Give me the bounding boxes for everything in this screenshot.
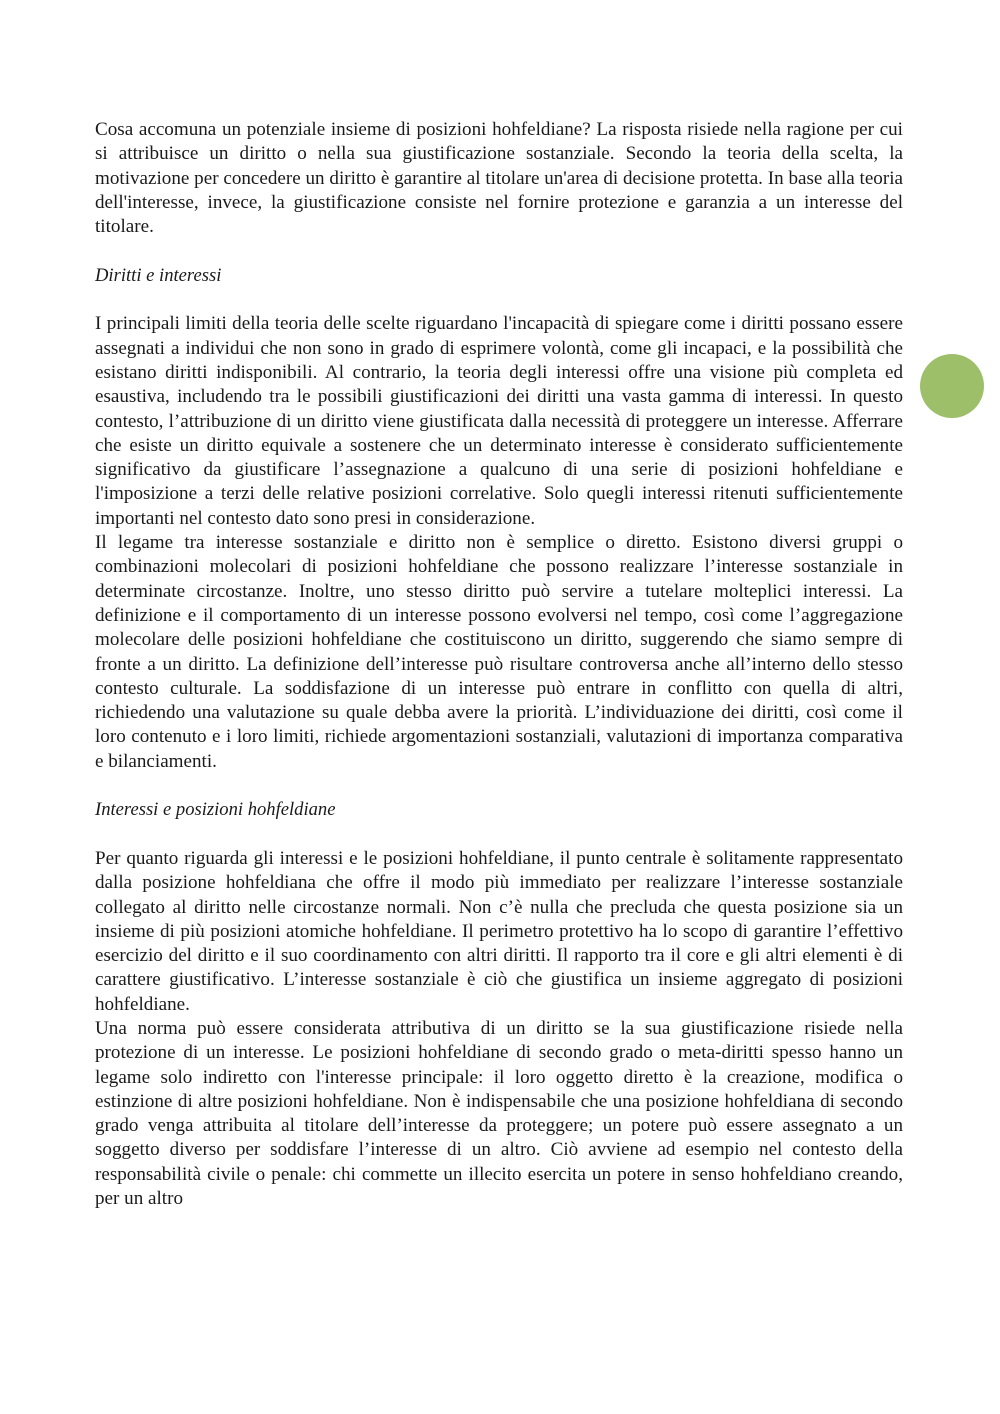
green-circle-marker — [920, 354, 984, 418]
section-heading-interessi-e-posizioni: Interessi e posizioni hohfeldiane — [95, 799, 336, 821]
document-page — [95, 118, 903, 1211]
paragraph: Una norma può essere considerata attributiva di un diritto se la sua giustificazione risiede nella protezione di un interesse. Le posizioni hohfeldiane di secondo grado o meta-diritti spesso hanno un legame solo indiretto con l'interesse principale: il loro oggetto diretto è la creazione, modifica o estinzione di altre posizioni hohfeldiane. Non è indispensabile che una posizione hohfeldiana di secondo grado venga attribuita al titolare dell’interesse da proteggere; un potere può essere assegnato a un soggetto diverso per soddisfare l’interesse di un altro. Ciò avviene ad esempio nel contesto della responsabilità civile o penale: chi commette un illecito esercita un potere in senso hohfeldiano creando, per un altro — [95, 1017, 903, 1210]
paragraph: I principali limiti della teoria delle scelte riguardano l'incapacità di spiegare come i diritti possano essere assegnati a individui che non sono in grado di esprimere volontà, come gli incapaci, e la possibilità che esistano diritti indisponibili. Al contrario, la teoria degli interessi offre una visione più completa ed esaustiva, includendo tra le possibili giustificazioni dei diritti una vasta gamma di interessi. In questo contesto, l’attribuzione di un diritto viene giustificata dalla necessità di proteggere un interesse. Afferrare che esiste un diritto equivale a sostenere che un determinato interesse è considerato sufficientemente significativo da giustificare l’assegnazione a qualcuno di una serie di posizioni hohfeldiane e l'imposizione a terzi delle relative posizioni correlative. Solo quegli interessi ritenuti sufficientemente importanti nel contesto dato sono presi in considerazione. — [95, 313, 903, 529]
spacer — [95, 823, 903, 847]
spacer — [95, 288, 903, 312]
intro-paragraph: Cosa accomuna un potenziale insieme di posizioni hohfeldiane? La risposta risiede nella ragione per cui si attribuisce un diritto o nella sua giustificazione sostanziale. Secondo la teoria della scelta, la motivazione per concedere un diritto è garantire al titolare un'area di decisione protetta. In base alla teoria dell'interesse, invece, la giustificazione consiste nel fornire protezione e garanzia a un interesse del titolare. — [95, 119, 903, 238]
paragraph: Per quanto riguarda gli interessi e le posizioni hohfeldiane, il punto centrale è solitamente rappresentato dalla posizione hohfeldiana che offre il modo più immediato per realizzare l’interesse sostanziale collegato al diritto nelle circostanze normali. Non c’è nulla che precluda che questa posizione sia un insieme di più posizioni atomiche hohfeldiane. Il perimetro protettivo ha lo scopo di garantire l’effettivo esercizio del diritto e il suo coordinamento con altri diritti. Il rapporto tra il core e gli altri elementi è di carattere giustificativo. L’interesse sostanziale è ciò che giustifica un insieme aggregato di posizioni hohfeldiane. — [95, 847, 903, 1015]
section-heading-diritti-e-interessi: Diritti e interessi — [95, 264, 222, 286]
spacer — [95, 774, 903, 798]
spacer — [95, 239, 903, 263]
paragraph: Il legame tra interesse sostanziale e diritto non è semplice o diretto. Esistono diversi gruppi o combinazioni molecolari di posizioni hohfeldiane che possono realizzare l’interesse sostanziale in determinate circostanze. Inoltre, uno stesso diritto può servire a tutelare molteplici interessi. La definizione e il comportamento di un interesse possono evolversi nel tempo, così come l’aggregazione molecolare delle posizioni hohfeldiane che costituiscono un diritto, suggerendo che siamo sempre di fronte a un diritto. La definizione dell’interesse può risultare controversa anche all’interno dello stesso contesto culturale. La soddisfazione di un interesse può entrare in conflitto con quella di altri, richiedendo una valutazione su quale debba avere la priorità. L’individuazione dei diritti, così come il loro contenuto e i loro limiti, richiede argomentazioni sostanziali, valutazioni di importanza comparativa e bilanciamenti. — [95, 532, 903, 772]
